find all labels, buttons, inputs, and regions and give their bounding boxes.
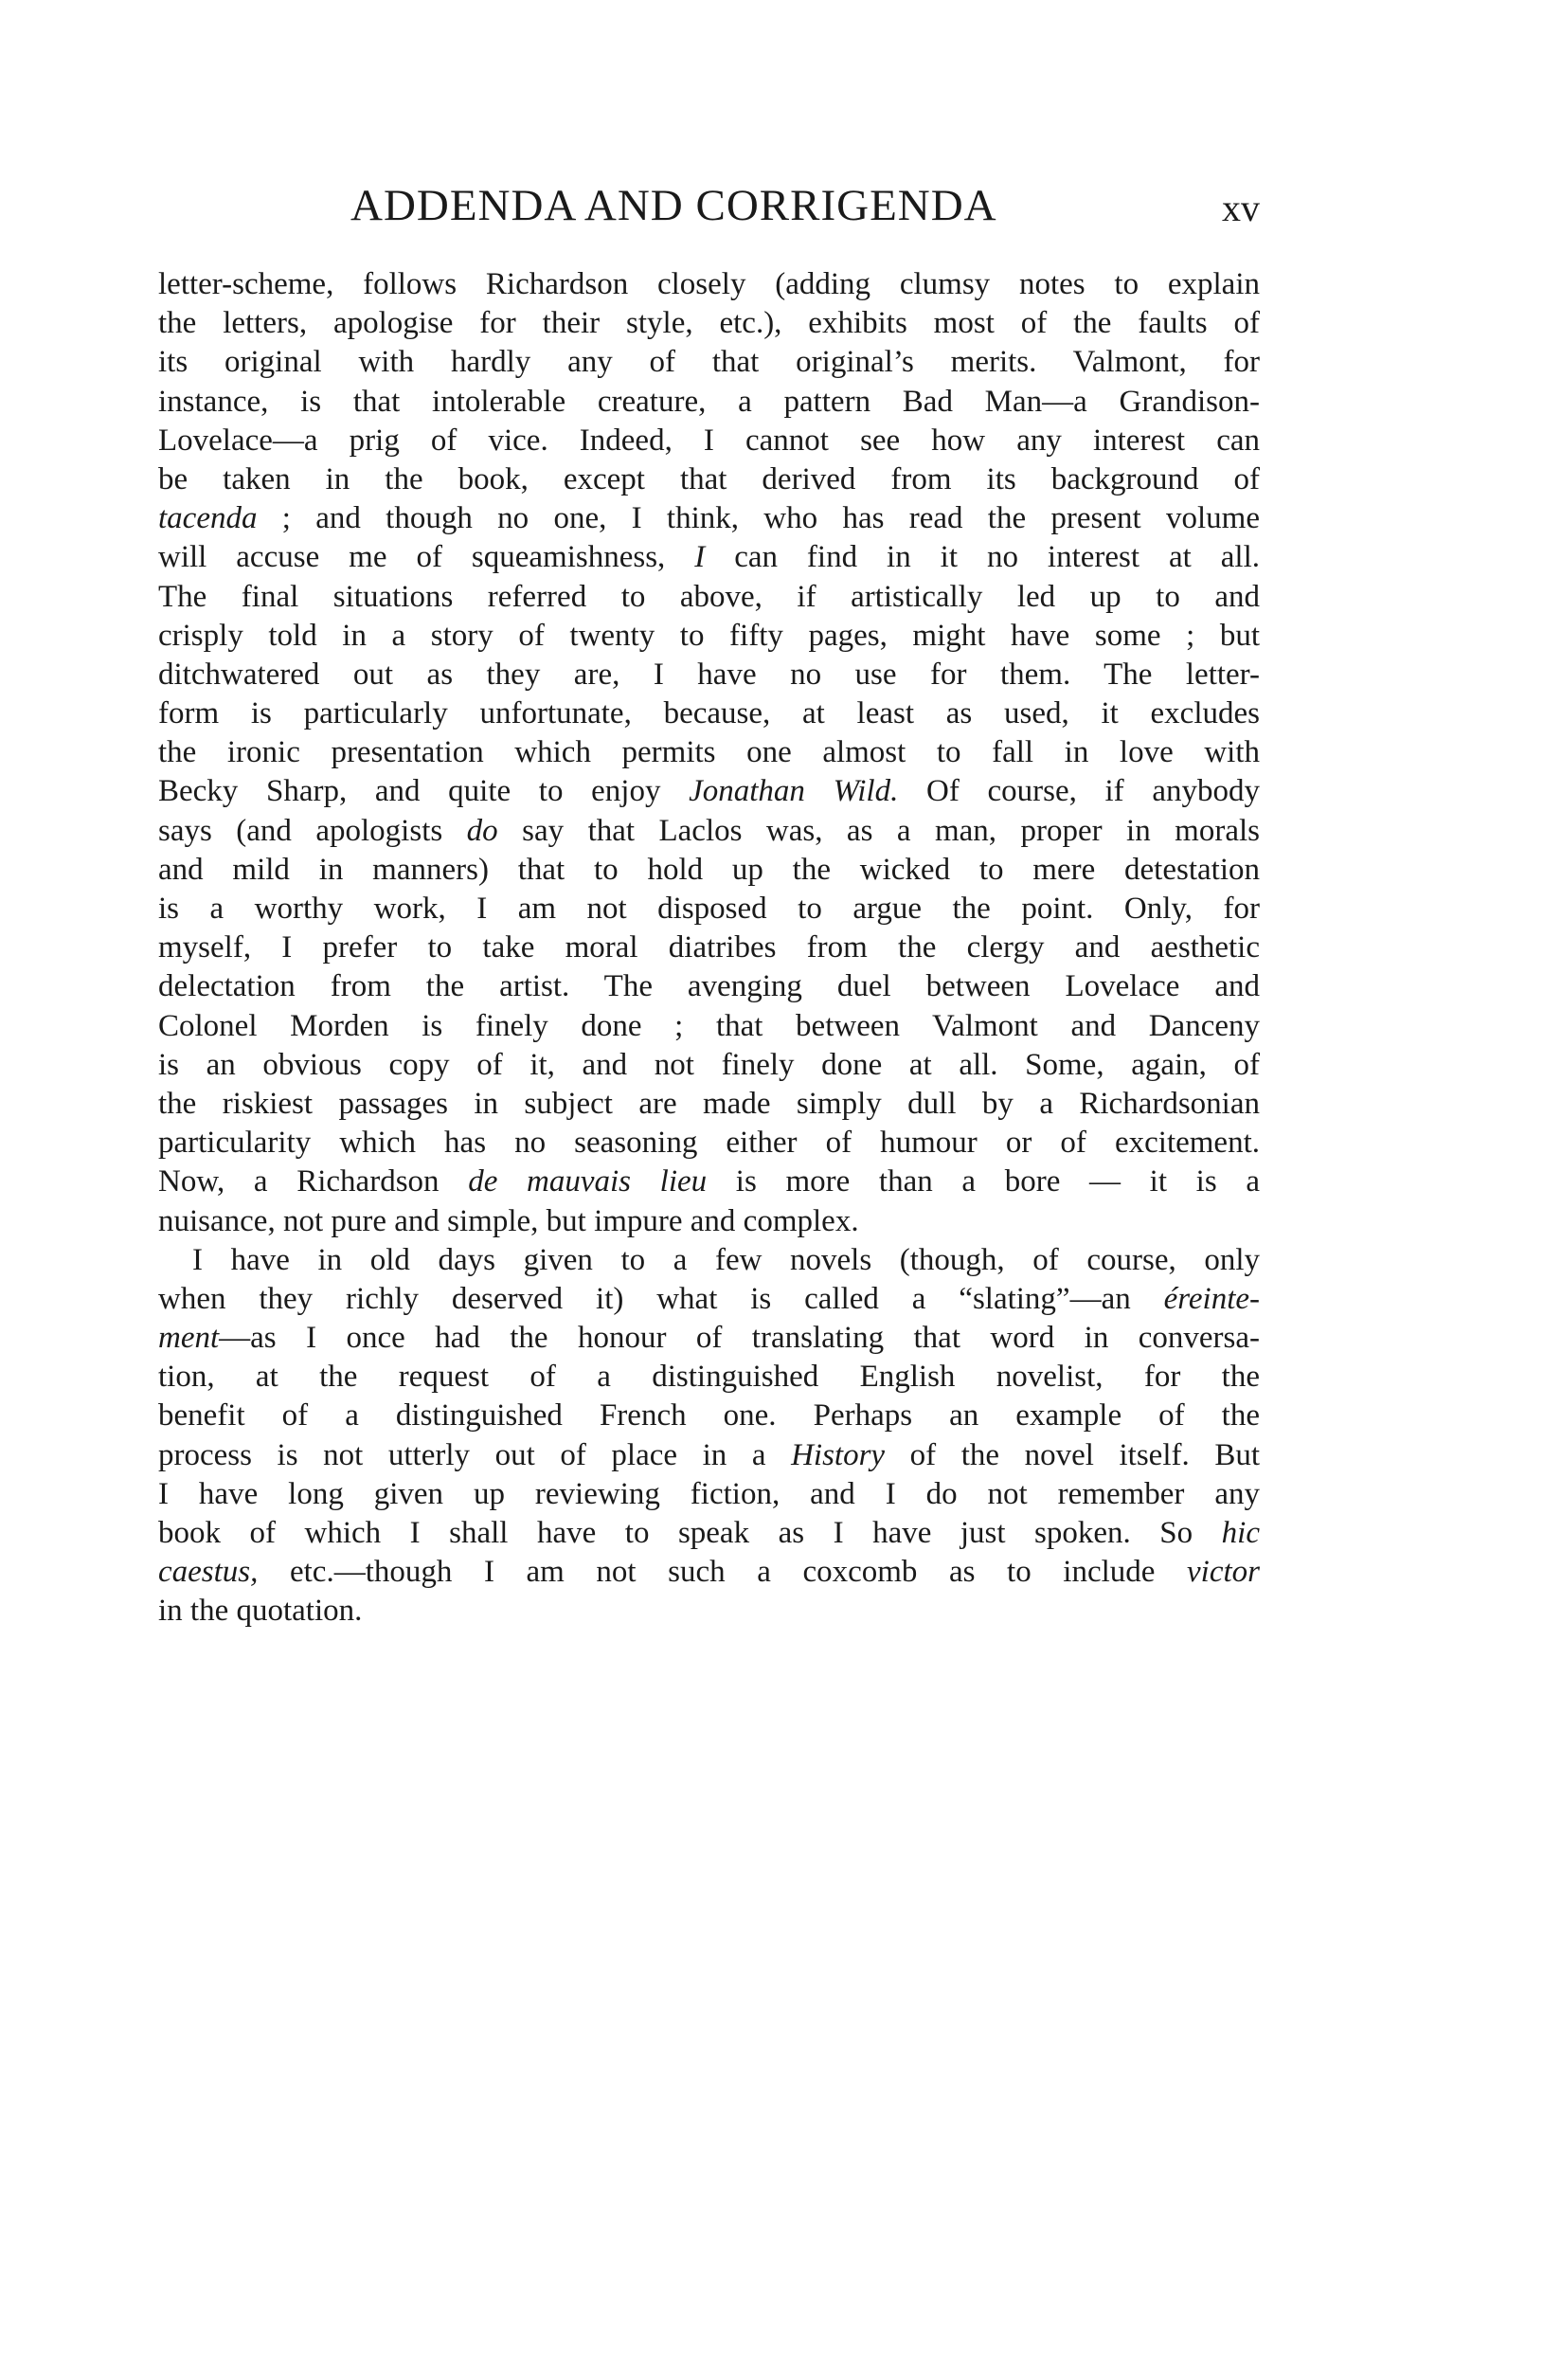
text-segment: myself, I prefer to take moral diatribes from the clergy and aesthetic: [158, 930, 1260, 965]
text-segment: ; and though no one, I think, who has read the present volume: [257, 501, 1260, 536]
text-line: [158, 851, 1260, 890]
text-line: [158, 343, 1260, 382]
text-segment: the ironic presentation which permits one almost to fall in love with: [158, 735, 1260, 770]
text-line: [158, 1553, 1260, 1592]
text-line: [158, 929, 1260, 967]
body-text: [158, 265, 1260, 1632]
text-segment: of the novel itself. But: [885, 1437, 1260, 1472]
text-segment: crisply told in a story of twenty to fifty pages, might have some ; but: [158, 618, 1260, 653]
text-line: [158, 1592, 1260, 1631]
text-line: [158, 265, 1260, 304]
text-segment: Of course, if anybody: [898, 774, 1260, 809]
italic-text: caestus,: [158, 1555, 259, 1590]
text-line: [158, 1397, 1260, 1435]
page-number: xv: [1222, 187, 1260, 229]
text-segment: the riskiest passages in subject are made simply dull by a Richardsonian: [158, 1086, 1260, 1121]
text-line: [158, 656, 1260, 694]
text-segment: says (and apologists: [158, 813, 467, 848]
text-line: [158, 304, 1260, 343]
text-segment: is more than a bore — it is a: [707, 1164, 1260, 1199]
text-line: [158, 1358, 1260, 1397]
italic-text: tacenda: [158, 501, 258, 536]
text-line: [158, 460, 1260, 499]
text-segment: ditchwatered out as they are, I have no use for them. The letter-: [158, 657, 1260, 692]
italic-text: de mauvais lieu: [468, 1164, 708, 1199]
text-line: [158, 383, 1260, 422]
italic-text: éreinte-: [1163, 1281, 1260, 1316]
italic-text: hic: [1221, 1516, 1260, 1550]
text-segment: can find in it no interest at all.: [705, 540, 1260, 575]
text-segment: etc.—though I am not such a coxcomb as to include: [258, 1555, 1188, 1590]
text-segment: instance, is that intolerable creature, a pattern Bad Man—a Grandison-: [158, 384, 1260, 419]
text-segment: is a worthy work, I am not disposed to argue the point. Only, for: [158, 892, 1260, 926]
text-line: [158, 1475, 1260, 1514]
italic-text: Jonathan Wild.: [689, 774, 899, 809]
text-segment: particularity which has no seasoning either of humour or of excitement.: [158, 1126, 1260, 1161]
text-segment: the letters, apologise for their style, etc.), exhibits most of the faults of: [158, 306, 1260, 341]
text-segment: form is particularly unfortunate, because, at least as used, it excludes: [158, 696, 1260, 731]
running-title: ADDENDA AND CORRIGENDA: [350, 181, 997, 230]
text-line: [158, 422, 1260, 460]
text-segment: Becky Sharp, and quite to enjoy: [158, 774, 690, 809]
text-line: [158, 1124, 1260, 1163]
text-segment: in the quotation.: [158, 1594, 363, 1629]
text-line: [158, 1202, 1260, 1241]
text-segment: is an obvious copy of it, and not finely done at all. Some, again, of: [158, 1047, 1260, 1082]
text-segment: will accuse me of squeamishness,: [158, 540, 695, 575]
text-segment: Now, a Richardson: [158, 1164, 469, 1199]
text-line: [158, 1319, 1260, 1358]
text-segment: when they richly deserved it) what is called a “slating”—an: [158, 1281, 1164, 1316]
text-line: [158, 1241, 1260, 1280]
text-line: [158, 890, 1260, 929]
text-segment: letter-scheme, follows Richardson closely (adding clumsy notes to explain: [158, 267, 1260, 301]
text-line: [158, 538, 1260, 577]
text-segment: The final situations referred to above, if artistically led up to and: [158, 579, 1260, 614]
text-segment: —as I once had the honour of translating that word in conversa-: [219, 1321, 1260, 1356]
text-line: [158, 1163, 1260, 1201]
italic-text: History: [791, 1437, 886, 1472]
text-segment: book of which I shall have to speak as I have just spoken. So: [158, 1516, 1222, 1550]
text-segment: say that Laclos was, as a man, proper in morals: [497, 813, 1260, 848]
italic-text: do: [466, 813, 498, 848]
italic-text: ment: [158, 1321, 220, 1356]
text-line: [158, 1280, 1260, 1319]
text-segment: I have long given up reviewing fiction, and I do not remember any: [158, 1476, 1260, 1511]
text-segment: I have in old days given to a few novels (though, of course, only: [192, 1242, 1260, 1277]
text-line: [158, 1046, 1260, 1085]
text-line: [158, 1085, 1260, 1124]
text-line: [158, 578, 1260, 617]
text-line: [158, 812, 1260, 851]
text-segment: its original with hardly any of that original’s merits. Valmont, for: [158, 345, 1260, 380]
text-segment: delectation from the artist. The avenging duel between Lovelace and: [158, 969, 1260, 1004]
text-segment: Lovelace—a prig of vice. Indeed, I cannot see how any interest can: [158, 423, 1260, 458]
text-segment: be taken in the book, except that derived from its background of: [158, 461, 1260, 496]
text-line: [158, 967, 1260, 1006]
text-segment: tion, at the request of a distinguished English novelist, for the: [158, 1360, 1260, 1395]
text-line: [158, 617, 1260, 656]
text-segment: and mild in manners) that to hold up the wicked to mere detestation: [158, 852, 1260, 887]
text-segment: Colonel Morden is finely done ; that between Valmont and Danceny: [158, 1008, 1260, 1043]
text-line: [158, 1436, 1260, 1475]
text-line: [158, 1514, 1260, 1553]
text-segment: nuisance, not pure and simple, but impure and complex.: [158, 1203, 859, 1238]
text-line: [158, 499, 1260, 538]
italic-text: I: [694, 540, 706, 575]
running-header: [158, 180, 1260, 237]
text-segment: benefit of a distinguished French one. Perhaps an example of the: [158, 1398, 1260, 1433]
text-segment: process is not utterly out of place in a: [158, 1437, 792, 1472]
text-line: [158, 772, 1260, 811]
text-line: [158, 733, 1260, 772]
text-line: [158, 1007, 1260, 1046]
italic-text: victor: [1187, 1555, 1260, 1590]
text-line: [158, 694, 1260, 733]
